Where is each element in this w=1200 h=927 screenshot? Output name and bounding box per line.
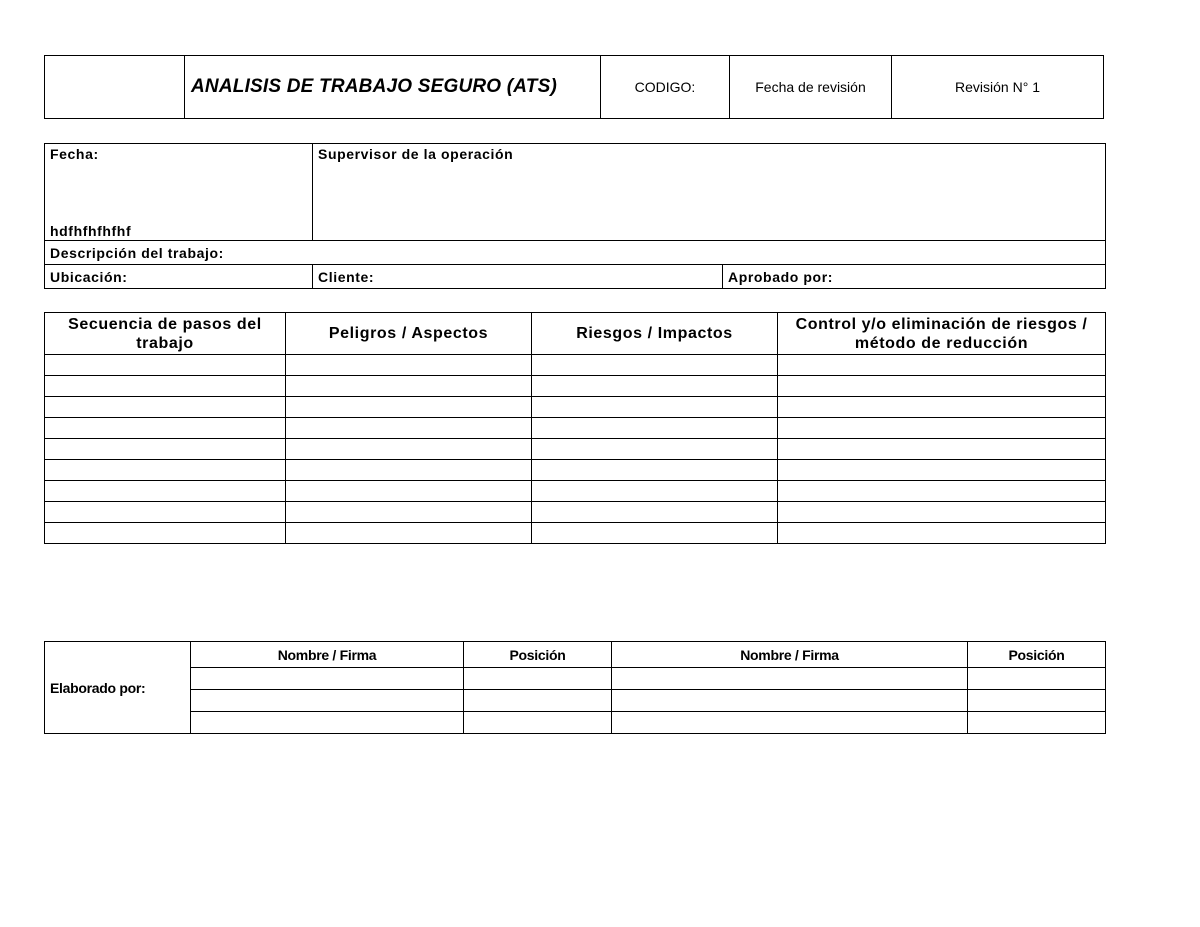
table-cell[interactable] — [778, 481, 1106, 502]
table-cell[interactable] — [532, 481, 778, 502]
table-cell[interactable] — [286, 418, 532, 439]
codigo-label: CODIGO: — [601, 56, 730, 119]
table-cell[interactable] — [286, 439, 532, 460]
table-row — [45, 376, 1106, 397]
table-cell[interactable] — [45, 481, 286, 502]
signature-header-row — [45, 642, 1106, 668]
signature-cell[interactable] — [612, 712, 968, 734]
table-cell[interactable] — [286, 460, 532, 481]
table-cell[interactable] — [45, 502, 286, 523]
table-cell[interactable] — [45, 523, 286, 544]
steps-header-row — [45, 313, 1106, 355]
table-cell[interactable] — [45, 439, 286, 460]
table-row — [45, 502, 1106, 523]
info-row-ubicacion — [45, 265, 1106, 289]
table-cell[interactable] — [45, 376, 286, 397]
supervisor-label: Supervisor de la operación — [318, 146, 514, 162]
table-cell[interactable] — [778, 418, 1106, 439]
table-row — [45, 523, 1106, 544]
descripcion-cell[interactable] — [45, 241, 1106, 265]
revision-label: Revisión N° 1 — [892, 56, 1104, 119]
table-cell[interactable] — [45, 460, 286, 481]
table-cell[interactable] — [778, 523, 1106, 544]
table-cell[interactable] — [532, 523, 778, 544]
table-cell[interactable] — [778, 397, 1106, 418]
table-row — [45, 439, 1106, 460]
steps-header-riesgos: Riesgos / Impactos — [532, 313, 778, 355]
table-cell[interactable] — [45, 355, 286, 376]
signature-cell[interactable] — [968, 668, 1106, 690]
aprobado-label: Aprobado por: — [728, 268, 834, 285]
signature-row — [45, 712, 1106, 734]
table-cell[interactable] — [45, 397, 286, 418]
table-cell[interactable] — [532, 376, 778, 397]
table-cell[interactable] — [45, 418, 286, 439]
info-table — [44, 143, 1106, 289]
table-cell[interactable] — [286, 355, 532, 376]
signature-header-nombre-1: Nombre / Firma — [191, 642, 464, 668]
table-row — [45, 418, 1106, 439]
table-row — [45, 481, 1106, 502]
table-row — [45, 355, 1106, 376]
table-cell[interactable] — [778, 460, 1106, 481]
cliente-cell[interactable] — [313, 265, 723, 289]
table-cell[interactable] — [286, 481, 532, 502]
table-cell[interactable] — [286, 502, 532, 523]
fecha-revision-label: Fecha de revisión — [730, 56, 892, 119]
table-cell[interactable] — [778, 439, 1106, 460]
logo-cell — [45, 56, 185, 119]
steps-header-peligros: Peligros / Aspectos — [286, 313, 532, 355]
table-cell[interactable] — [778, 376, 1106, 397]
fecha-cell[interactable] — [45, 144, 313, 241]
table-cell[interactable] — [532, 460, 778, 481]
table-cell[interactable] — [532, 439, 778, 460]
table-cell[interactable] — [286, 397, 532, 418]
signature-cell[interactable] — [191, 690, 464, 712]
table-cell[interactable] — [778, 355, 1106, 376]
steps-table — [44, 312, 1106, 544]
signature-row — [45, 690, 1106, 712]
signature-cell[interactable] — [612, 668, 968, 690]
table-cell[interactable] — [532, 355, 778, 376]
signature-cell[interactable] — [968, 690, 1106, 712]
header-table — [44, 55, 1104, 119]
signature-header-posicion-2: Posición — [968, 642, 1106, 668]
aprobado-cell[interactable] — [723, 265, 1106, 289]
table-cell[interactable] — [532, 418, 778, 439]
signature-cell[interactable] — [968, 712, 1106, 734]
table-cell[interactable] — [286, 523, 532, 544]
info-row-descripcion — [45, 241, 1106, 265]
signature-header-nombre-2: Nombre / Firma — [612, 642, 968, 668]
signature-cell[interactable] — [191, 712, 464, 734]
steps-header-secuencia: Secuencia de pasos del trabajo — [45, 313, 286, 355]
signature-table — [44, 641, 1106, 734]
signature-cell[interactable] — [464, 668, 612, 690]
ubicacion-label: Ubicación: — [50, 268, 128, 285]
fecha-value: hdfhfhfhfhf — [50, 223, 132, 239]
signature-cell[interactable] — [464, 712, 612, 734]
table-row — [45, 460, 1106, 481]
fecha-label: Fecha: — [50, 146, 99, 162]
signature-cell[interactable] — [612, 690, 968, 712]
table-cell[interactable] — [778, 502, 1106, 523]
document-title: ANALISIS DE TRABAJO SEGURO (ATS) — [185, 56, 601, 119]
table-row — [45, 397, 1106, 418]
steps-header-control: Control y/o eliminación de riesgos / método de reducción — [778, 313, 1106, 355]
table-cell[interactable] — [532, 397, 778, 418]
header-row — [45, 56, 1104, 119]
signature-row — [45, 668, 1106, 690]
elaborado-label: Elaborado por: — [45, 642, 191, 734]
signature-cell[interactable] — [191, 668, 464, 690]
ubicacion-cell[interactable] — [45, 265, 313, 289]
info-row-top — [45, 144, 1106, 241]
table-cell[interactable] — [286, 376, 532, 397]
cliente-label: Cliente: — [318, 268, 375, 285]
signature-cell[interactable] — [464, 690, 612, 712]
supervisor-cell[interactable] — [313, 144, 1106, 241]
table-cell[interactable] — [532, 502, 778, 523]
descripcion-label: Descripción del trabajo: — [50, 244, 224, 261]
signature-header-posicion-1: Posición — [464, 642, 612, 668]
